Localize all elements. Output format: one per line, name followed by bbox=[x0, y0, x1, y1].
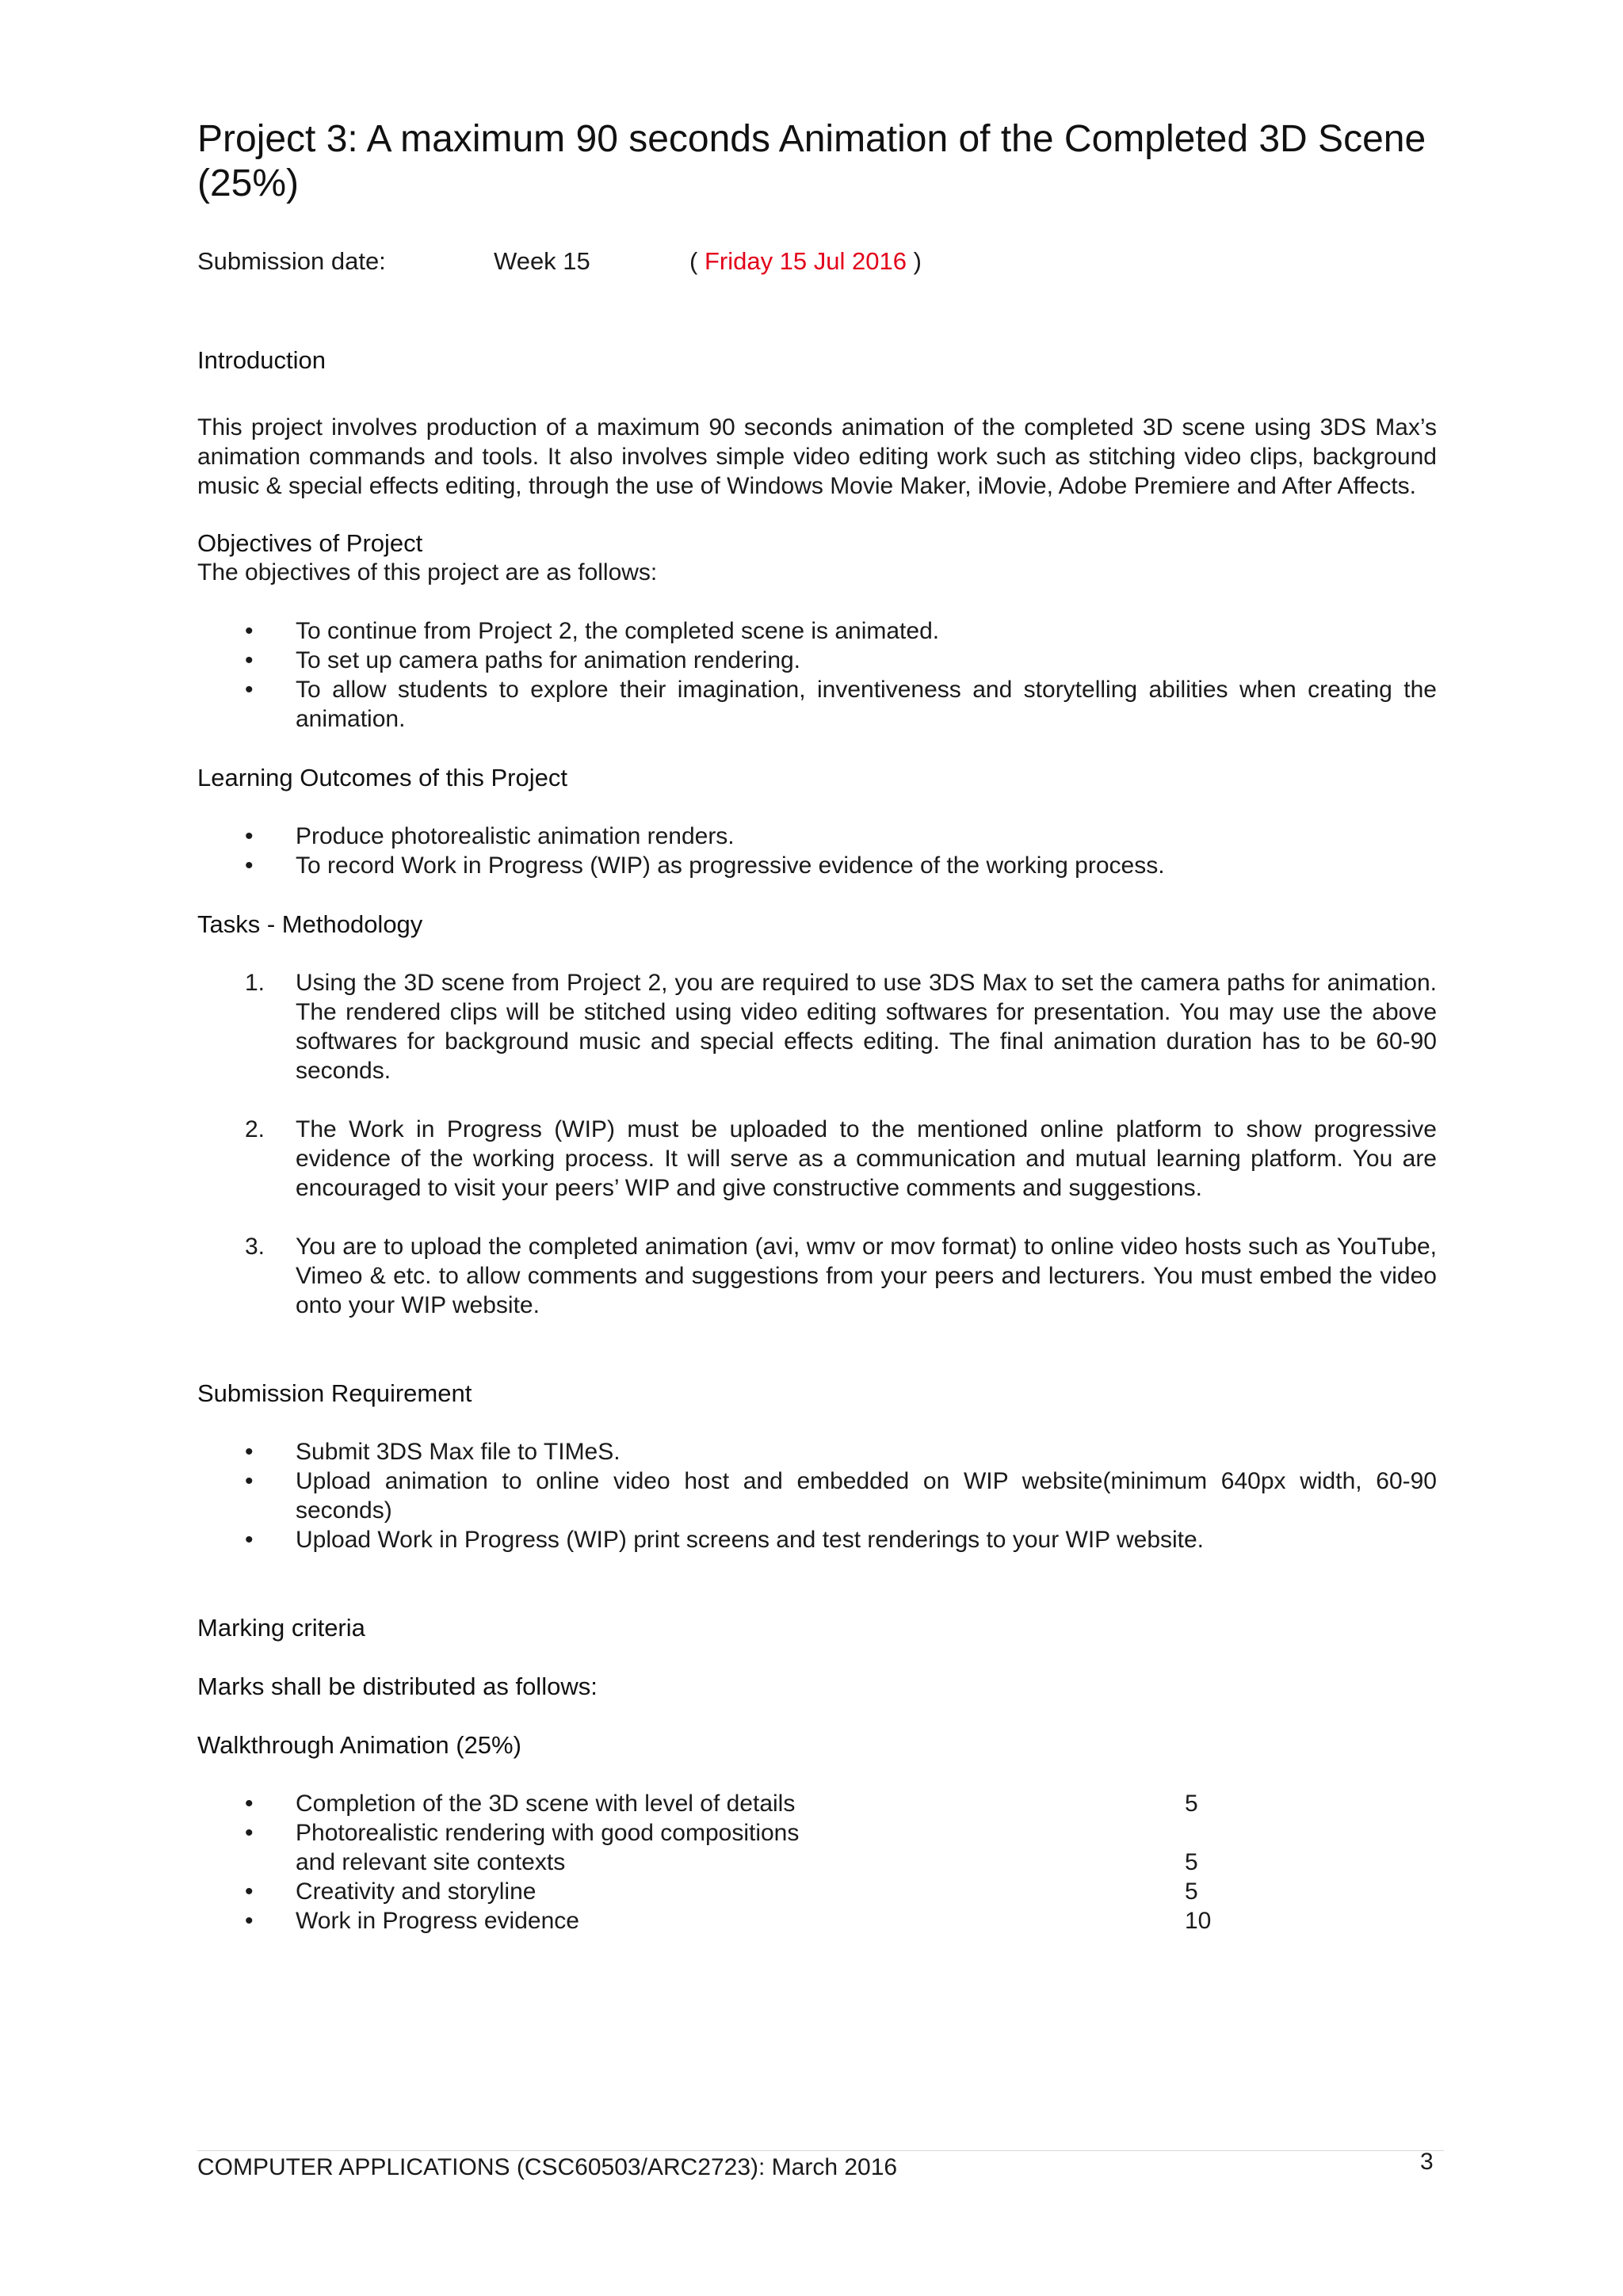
submission-requirement-heading: Submission Requirement bbox=[197, 1379, 472, 1407]
bullet-icon: • bbox=[245, 1820, 254, 1846]
bullet-icon: • bbox=[245, 1791, 254, 1817]
bullet-icon: • bbox=[245, 823, 254, 849]
bullet-icon: • bbox=[245, 1878, 254, 1905]
bullet-icon: • bbox=[245, 618, 254, 644]
criterion-text: Work in Progress evidence bbox=[296, 1908, 579, 1934]
criterion-marks: 5 bbox=[1185, 1878, 1198, 1905]
criterion-text: Creativity and storyline bbox=[296, 1878, 537, 1905]
list-item: • To record Work in Progress (WIP) as progressive evidence of the working process. bbox=[245, 852, 1165, 879]
list-item: • Produce photorealistic animation renders. bbox=[245, 823, 735, 849]
list-item bbox=[197, 1789, 1437, 1818]
objectives-list bbox=[197, 616, 1437, 734]
bullet-icon: • bbox=[245, 1468, 254, 1494]
list-item: • To allow students to explore their imagination, inventiveness and storytelling abilities when creating the animation. bbox=[245, 677, 1437, 732]
walkthrough-heading: Walkthrough Animation (25%) bbox=[197, 1731, 521, 1759]
footer-divider bbox=[197, 2150, 1444, 2151]
item-number: 2. bbox=[245, 1116, 265, 1142]
list-item: 1. Using the 3D scene from Project 2, you are required to use 3DS Max to set the camera paths for animation. The rendered clips will be stitched using video editing softwares for presentation. You may use the above softwares for background music and special effects editing. The final animation duration has to be 60-90 seconds. bbox=[245, 970, 1437, 1084]
page-title: Project 3: A maximum 90 seconds Animation of the Completed 3D Scene (25%) bbox=[197, 118, 1426, 204]
submission-date-red: Friday 15 Jul 2016 bbox=[704, 247, 907, 275]
list-item bbox=[197, 1818, 1437, 1877]
criterion-text: Photorealistic rendering with good compositions bbox=[296, 1820, 800, 1846]
bullet-icon: • bbox=[245, 1908, 254, 1934]
criterion-text-continued: and relevant site contexts bbox=[296, 1849, 566, 1875]
marks-list bbox=[197, 1789, 1437, 1936]
tasks-heading: Tasks - Methodology bbox=[197, 910, 423, 938]
criterion-marks: 5 bbox=[1185, 1791, 1198, 1817]
criterion-marks: 10 bbox=[1185, 1908, 1212, 1934]
submission-week: Week 15 bbox=[494, 247, 590, 275]
list-item bbox=[197, 1906, 1437, 1936]
introduction-paragraph: This project involves production of a maximum 90 seconds animation of the completed 3D scene using 3DS Max’s animation commands and tools. It also involves simple video editing work such as stitching video clips, background music & special effects editing, through the use of Windows Movie Maker, iMovie, Adobe Premiere and After Affects. bbox=[197, 414, 1437, 499]
bullet-icon: • bbox=[245, 647, 254, 673]
learning-outcomes-heading: Learning Outcomes of this Project bbox=[197, 764, 567, 791]
footer-course-text: COMPUTER APPLICATIONS (CSC60503/ARC2723): March 2016 bbox=[197, 2154, 898, 2180]
bullet-icon: • bbox=[245, 677, 254, 703]
list-item: • Upload Work in Progress (WIP) print screens and test renderings to your WIP website. bbox=[245, 1527, 1205, 1553]
list-item: • Submit 3DS Max file to TIMeS. bbox=[245, 1439, 621, 1465]
item-number: 1. bbox=[245, 970, 265, 996]
tasks-list bbox=[197, 968, 1437, 1349]
submission-requirement-list bbox=[197, 1437, 1437, 1554]
submission-date-label: Submission date: bbox=[197, 247, 386, 275]
criterion-marks: 5 bbox=[1185, 1849, 1198, 1875]
bullet-icon: • bbox=[245, 1439, 254, 1465]
bullet-icon: • bbox=[245, 852, 254, 879]
list-item: • To continue from Project 2, the completed scene is animated. bbox=[245, 618, 940, 644]
open-paren: ( bbox=[689, 247, 705, 275]
list-item: • To set up camera paths for animation rendering. bbox=[245, 647, 801, 673]
list-item: 2. The Work in Progress (WIP) must be uploaded to the mentioned online platform to show progressive evidence of the working process. It will serve as a communication and mutual learning platform. You are encouraged to visit your peers’ WIP and give constructive comments and suggestions. bbox=[245, 1116, 1437, 1201]
page-number: 3 bbox=[1420, 2149, 1434, 2175]
introduction-heading: Introduction bbox=[197, 346, 326, 374]
bullet-icon: • bbox=[245, 1527, 254, 1553]
list-item: 3. You are to upload the completed animation (avi, wmv or mov format) to online video hosts such as YouTube, Vimeo & etc. to allow comments and suggestions from your peers and lecturers. You must embed the video onto your WIP website. bbox=[245, 1234, 1437, 1318]
marks-distribution-text: Marks shall be distributed as follows: bbox=[197, 1672, 598, 1700]
list-item bbox=[197, 1877, 1437, 1906]
objectives-heading: Objectives of Project bbox=[197, 529, 423, 557]
item-number: 3. bbox=[245, 1234, 265, 1260]
list-item: • Upload animation to online video host and embedded on WIP website(minimum 640px width, 60-90 seconds) bbox=[245, 1468, 1437, 1524]
criterion-text: Completion of the 3D scene with level of details bbox=[296, 1791, 796, 1817]
submission-date-value bbox=[689, 247, 922, 276]
learning-outcomes-list bbox=[197, 822, 1437, 880]
close-paren: ) bbox=[906, 247, 922, 275]
objectives-intro: The objectives of this project are as follows: bbox=[197, 559, 658, 585]
marking-criteria-heading: Marking criteria bbox=[197, 1614, 365, 1642]
submission-date-line bbox=[197, 247, 1437, 279]
